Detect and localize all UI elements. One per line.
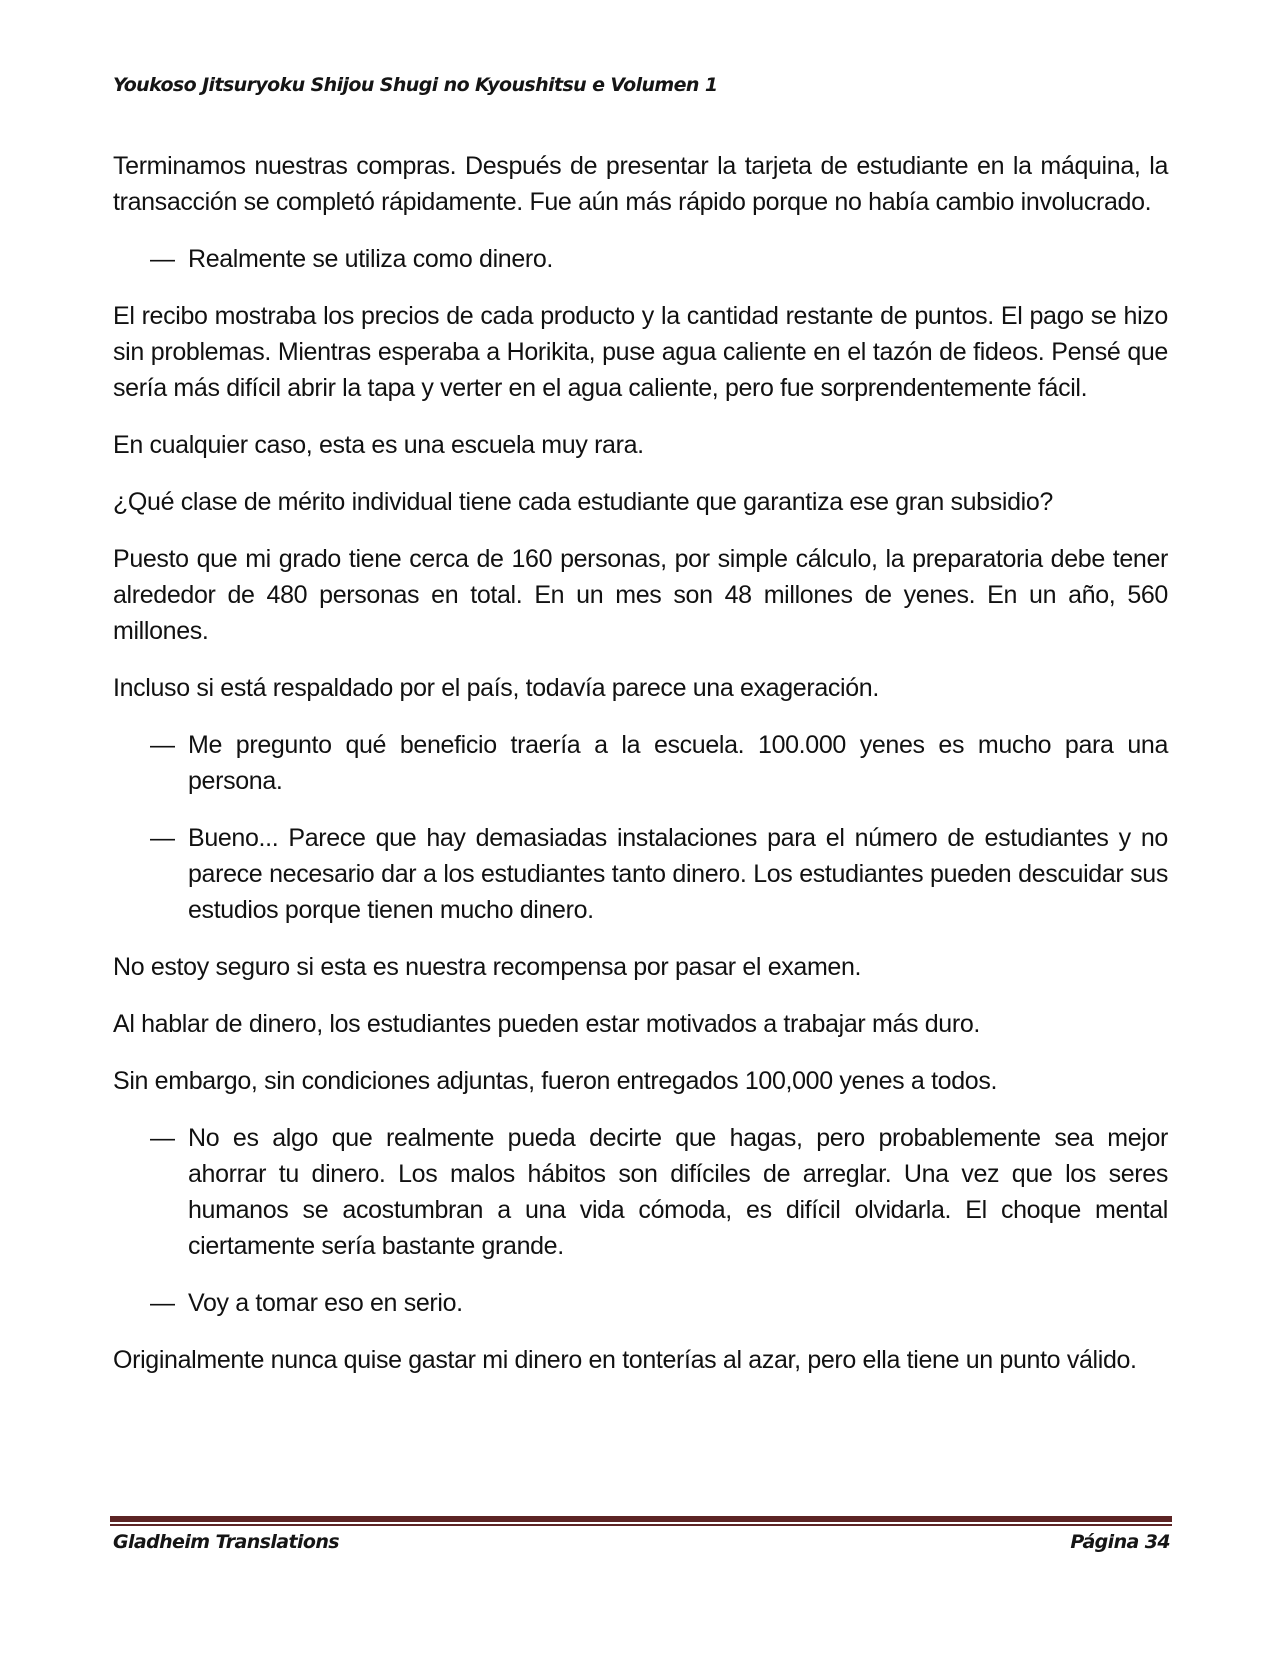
paragraph: Originalmente nunca quise gastar mi dinero en tonterías al azar, pero ella tiene un punto válido. (113, 1346, 1137, 1374)
dash-marker: — (150, 1124, 175, 1152)
dialogue-line (113, 727, 1168, 799)
paragraph: Terminamos nuestras compras. Después de presentar la tarjeta de estudiante en la máquina, la transacción se completó rápidamente. Fue aún más rápido porque no había cambio involucrado. (113, 152, 1168, 216)
paragraph: Incluso si está respaldado por el país, todavía parece una exageración. (113, 674, 879, 702)
dialogue-line (113, 241, 1168, 277)
footer-divider (110, 1516, 1172, 1526)
paragraph: Puesto que mi grado tiene cerca de 160 personas, por simple cálculo, la preparatoria debe tener alrededor de 480 personas en total. En un mes son 48 millones de yenes. En un año, 560 millones. (113, 545, 1168, 645)
paragraph: ¿Qué clase de mérito individual tiene cada estudiante que garantiza ese gran subsidio? (113, 488, 1053, 516)
dash-marker: — (150, 731, 175, 759)
dialogue-text: Voy a tomar eso en serio. (188, 1289, 463, 1317)
footer-credit: Gladheim Translations (113, 1531, 339, 1553)
dash-marker: — (150, 1289, 175, 1317)
page-number: Página 34 (1070, 1531, 1170, 1553)
dialogue-text: No es algo que realmente pueda decirte que hagas, pero probablemente sea mejor ahorrar tu dinero. Los malos hábitos son difíciles de arreglar. Una vez que los seres humanos se acostumbran a una vida cómoda, es difícil olvidarla. El choque mental ciertamente sería bastante grande. (188, 1124, 1168, 1260)
dash-marker: — (150, 245, 175, 273)
dialogue-line (113, 1285, 1168, 1321)
dialogue-group (113, 241, 1168, 277)
dialogue-line (113, 1120, 1168, 1264)
dialogue-text: Bueno... Parece que hay demasiadas instalaciones para el número de estudiantes y no parece necesario dar a los estudiantes tanto dinero. Los estudiantes pueden descuidar sus estudios porque tienen mucho dinero. (188, 824, 1168, 924)
paragraph: Al hablar de dinero, los estudiantes pueden estar motivados a trabajar más duro. (113, 1010, 980, 1038)
dash-marker: — (150, 824, 175, 852)
paragraph: Sin embargo, sin condiciones adjuntas, fueron entregados 100,000 yenes a todos. (113, 1067, 998, 1095)
dialogue-line (113, 820, 1168, 928)
dialogue-group (113, 1120, 1168, 1321)
running-header: Youkoso Jitsuryoku Shijou Shugi no Kyoushitsu e Volumen 1 (113, 74, 718, 96)
paragraph: En cualquier caso, esta es una escuela muy rara. (113, 431, 644, 459)
page-body (113, 148, 1168, 1399)
paragraph: No estoy seguro si esta es nuestra recompensa por pasar el examen. (113, 953, 862, 981)
dialogue-text: Me pregunto qué beneficio traería a la escuela. 100.000 yenes es mucho para una persona. (188, 731, 1168, 795)
paragraph: El recibo mostraba los precios de cada producto y la cantidad restante de puntos. El pago se hizo sin problemas. Mientras esperaba a Horikita, puse agua caliente en el tazón de fideos. Pensé que sería más difícil abrir la tapa y verter en el agua caliente, pero fue sorprendentemente fácil. (113, 302, 1168, 402)
footer-rule-thin (110, 1524, 1172, 1526)
dialogue-text: Realmente se utiliza como dinero. (188, 245, 554, 273)
dialogue-group (113, 727, 1168, 928)
